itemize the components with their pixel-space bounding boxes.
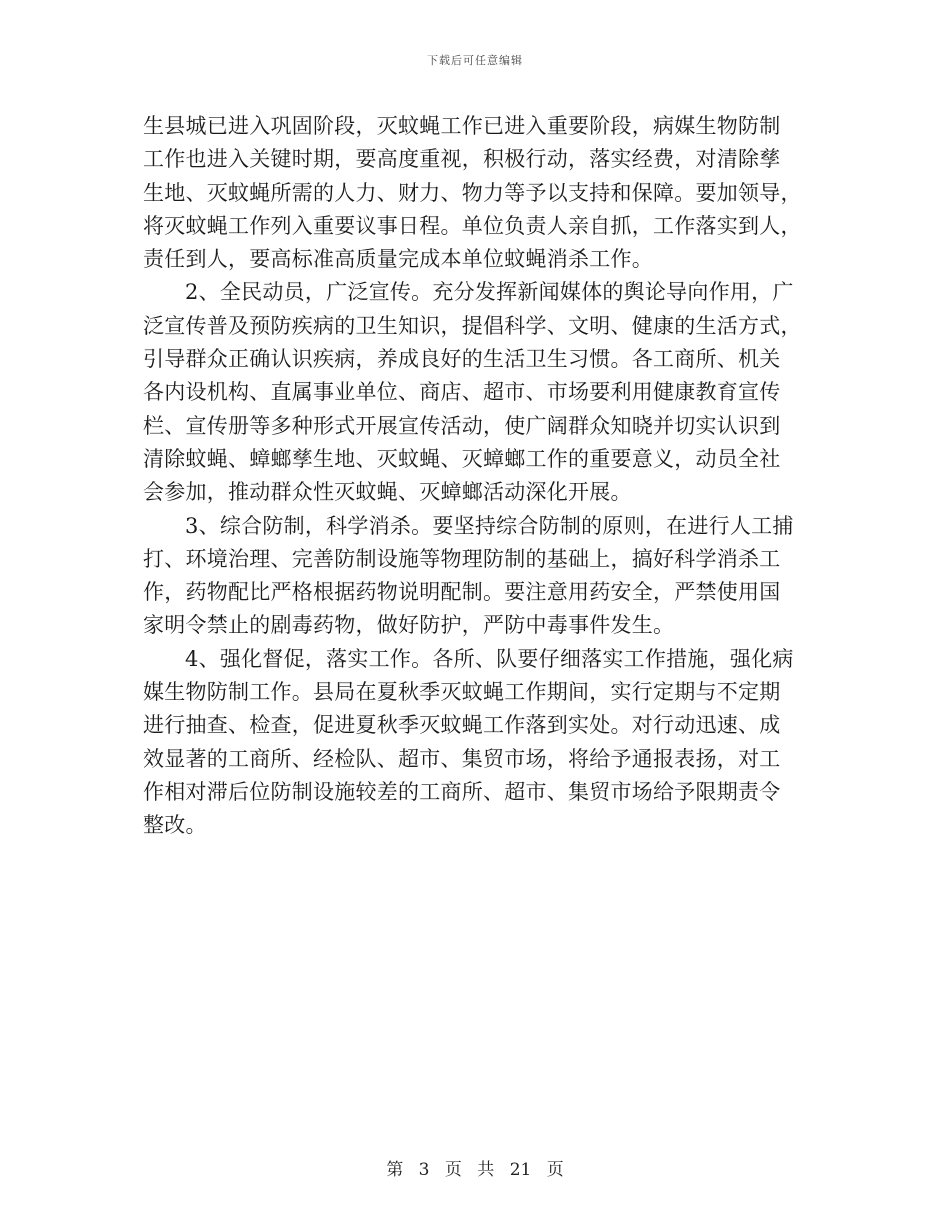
- text-line: 引导群众正确认识疾病，养成良好的生活卫生习惯。各工商所、机关: [143, 347, 781, 372]
- footer-page-word: 页: [444, 1160, 462, 1180]
- text-line: 4、强化督促，落实工作。各所、队要仔细落实工作措施，强化病: [185, 646, 794, 671]
- paragraph-3: [143, 510, 808, 643]
- text-line: 会参加，推动群众性灭蚊蝇、灭蟑螂活动深化开展。: [143, 480, 632, 505]
- paragraph-4: [143, 643, 808, 843]
- text-line: 媒生物防制工作。县局在夏秋季灭蚊蝇工作期间，实行定期与不定期: [143, 680, 781, 705]
- text-line: 2、全民动员，广泛宣传。充分发挥新闻媒体的舆论导向作用，广: [185, 280, 794, 305]
- document-body: [143, 110, 808, 843]
- text-line: 各内设机构、直属事业单位、商店、超市、市场要利用健康教育宣传: [143, 380, 781, 405]
- footer-prefix: 第: [386, 1160, 404, 1180]
- text-line: 将灭蚊蝇工作列入重要议事日程。单位负责人亲自抓，工作落实到人，: [143, 213, 802, 238]
- text-line: 作，药物配比严格根据药物说明配制。要注意用药安全，严禁使用国: [143, 580, 781, 605]
- paragraph-1: [143, 110, 808, 276]
- text-line: 3、综合防制，科学消杀。要坚持综合防制的原则，在进行人工捕: [185, 513, 794, 538]
- text-line: 效显著的工商所、经检队、超市、集贸市场，将给予通报表扬，对工: [143, 746, 781, 771]
- text-line: 生地、灭蚊蝇所需的人力、财力、物力等予以支持和保障。要加领导，: [143, 180, 802, 205]
- page-header-note: 下载后可任意编辑: [427, 54, 523, 67]
- text-line: 清除蚊蝇、蟑螂孳生地、灭蚊蝇、灭蟑螂工作的重要意义，动员全社: [143, 446, 781, 471]
- text-line: 生县城已进入巩固阶段，灭蚊蝇工作已进入重要阶段，病媒生物防制: [143, 114, 781, 138]
- page-number-footer: [0, 1155, 950, 1180]
- text-line: 栏、宣传册等多种形式开展宣传活动，使广阔群众知晓并切实认识到: [143, 413, 781, 438]
- current-page-number: 3: [418, 1160, 430, 1180]
- text-line: 责任到人，要高标准高质量完成本单位蚊蝇消杀工作。: [143, 247, 653, 272]
- text-line: 泛宣传普及预防疾病的卫生知识，提倡科学、文明、健康的生活方式，: [143, 313, 802, 338]
- paragraph-2: [143, 276, 808, 509]
- text-line: 整改。: [143, 813, 207, 838]
- text-line: 进行抽查、检查，促进夏秋季灭蚊蝇工作落到实处。对行动迅速、成: [143, 713, 781, 738]
- text-line: 打、环境治理、完善防制设施等物理防制的基础上，搞好科学消杀工: [143, 546, 781, 571]
- text-line: 工作也进入关键时期，要高度重视，积极行动，落实经费，对清除孳: [143, 147, 781, 172]
- text-line: 家明令禁止的剧毒药物，做好防护，严防中毒事件发生。: [143, 613, 675, 638]
- total-pages-number: 21: [509, 1160, 532, 1180]
- footer-suffix: 页: [546, 1160, 564, 1180]
- text-line: 作相对滞后位防制设施较差的工商所、超市、集贸市场给予限期责令: [143, 779, 781, 804]
- footer-total-word: 共: [477, 1160, 495, 1180]
